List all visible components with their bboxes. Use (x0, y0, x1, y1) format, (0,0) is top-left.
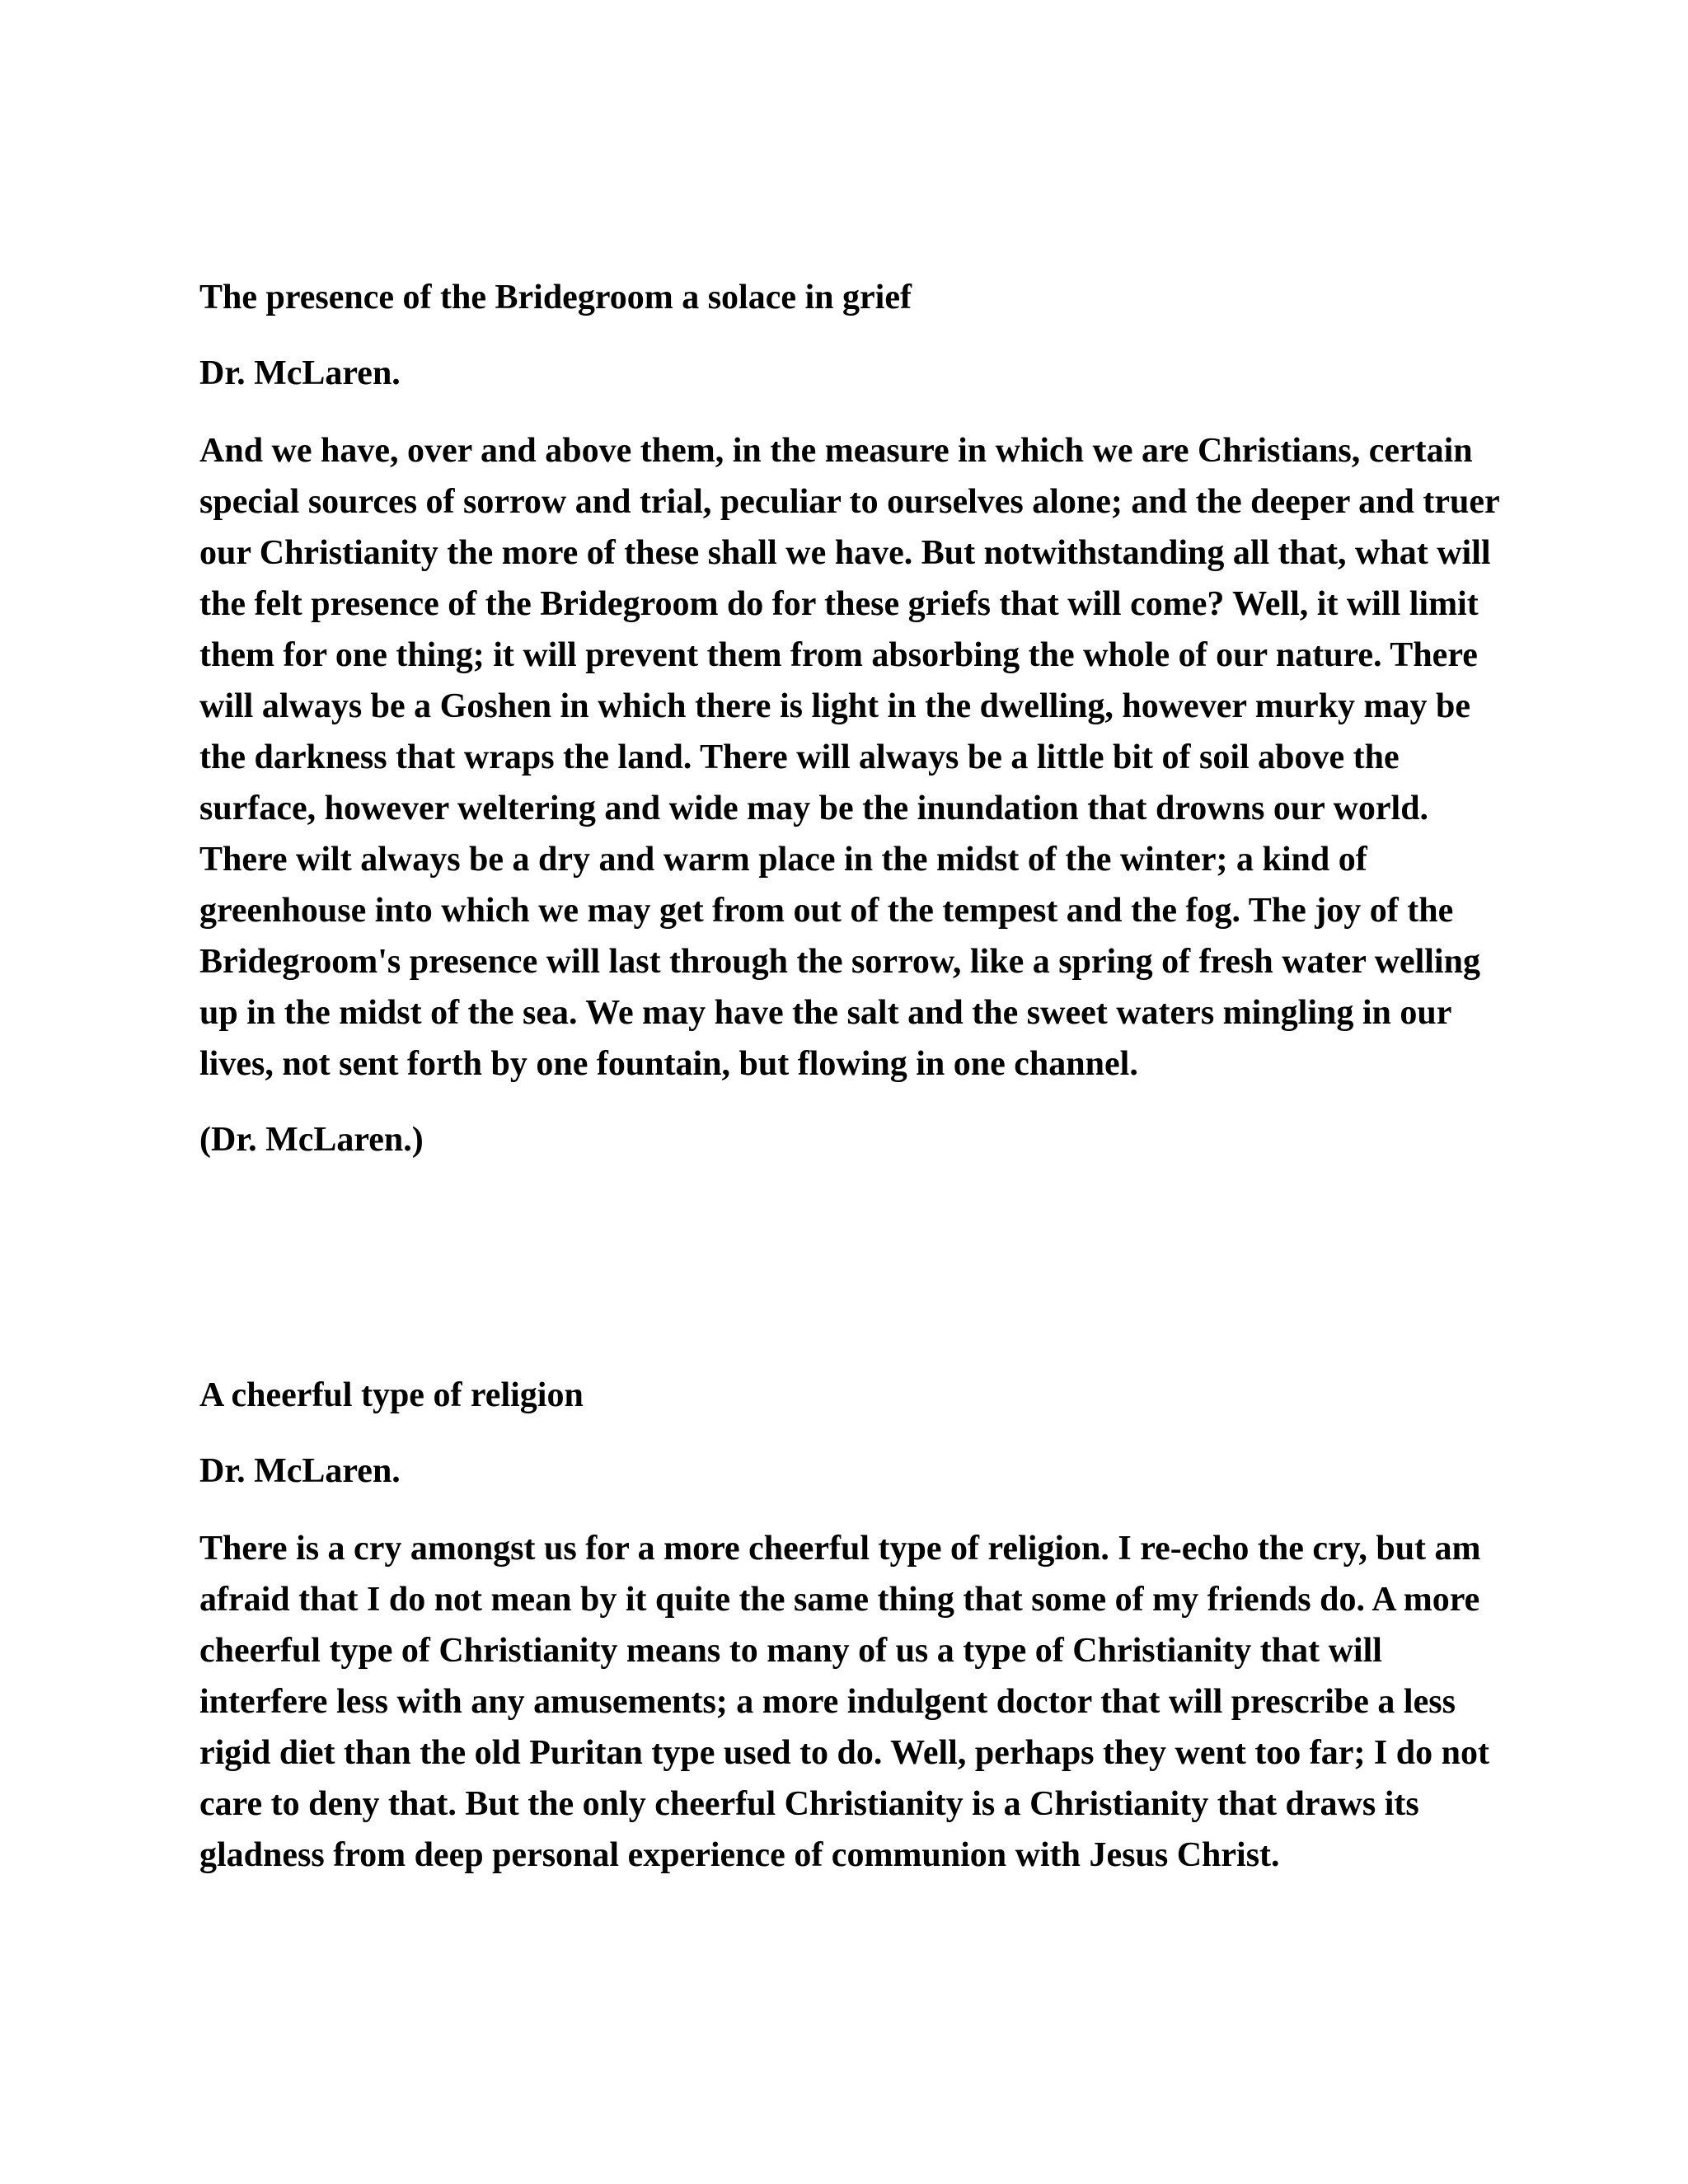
section-body-paragraph: And we have, over and above them, in the measure in which we are Christians, certain special sources of sorrow and trial, peculiar to ourselves alone; and the deeper and truer our Christianity the more of these shall we have. But notwithstanding all that, what will the felt presence of the Bridegroom do for these griefs that will come? Well, it will limit them for one thing; it will prevent them from absorbing the whole of our nature. There will always be a Goshen in which there is light in the dwelling, however murky may be the darkness that wraps the land. There will always be a little bit of soil above the surface, however weltering and wide may be the inundation that drowns our world. There wilt always be a dry and warm place in the midst of the winter; a kind of greenhouse into which we may get from out of the tempest and the fog. The joy of the Bridegroom's presence will last through the sorrow, like a spring of fresh water welling up in the midst of the sea. We may have the salt and the sweet waters mingling in our lives, not sent forth by one fountain, but flowing in one channel. (199, 432, 1499, 1083)
section-author: Dr. McLaren. (199, 354, 401, 392)
section-heading: A cheerful type of religion (199, 1376, 584, 1414)
section-author: Dr. McLaren. (199, 1452, 401, 1490)
section-cheerful-religion (199, 1370, 1502, 1881)
section-bridegroom-solace (199, 272, 1502, 1165)
section-heading: The presence of the Bridegroom a solace in grief (199, 279, 912, 316)
section-body-paragraph: There is a cry amongst us for a more cheerful type of religion. I re-echo the cry, but am afraid that I do not mean by it quite the same thing that some of my friends do. A more cheerful type of Christianity means to many of us a type of Christianity that will interfere less with any amusements; a more indulgent doctor that will prescribe a less rigid diet than the old Puritan type used to do. Well, perhaps they went too far; I do not care to deny that. But the only cheerful Christianity is a Christianity that draws its gladness from deep personal experience of communion with Jesus Christ. (199, 1530, 1489, 1874)
section-attribution: (Dr. McLaren.) (199, 1121, 424, 1159)
